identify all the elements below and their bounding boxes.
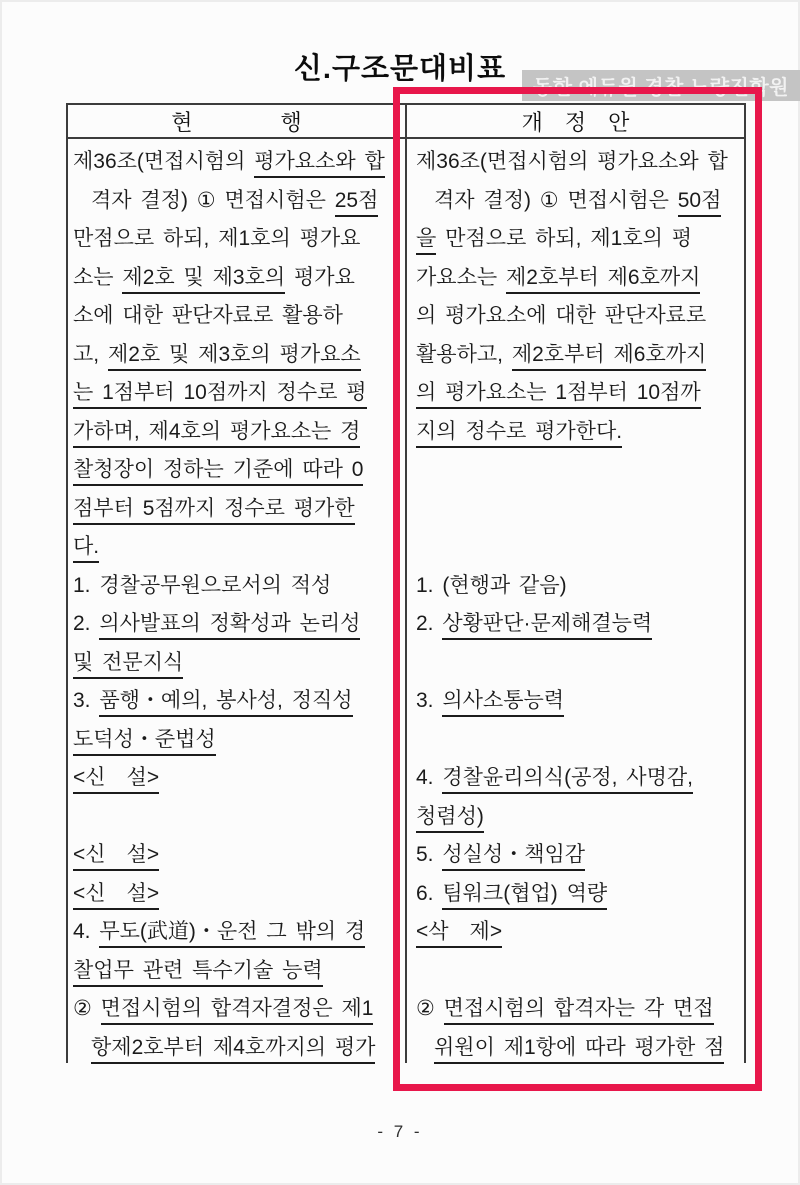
table-row-line <box>407 682 744 721</box>
underlined-text-segment: 의 평가요소는 1점부터 10점까 <box>416 381 701 409</box>
table-row-line <box>407 605 744 644</box>
text-segment: 제36조(면접시험의 <box>73 150 255 173</box>
table-row-line <box>68 875 405 914</box>
table-row-line <box>68 682 405 721</box>
underlined-text-segment: 성실성・책임감 <box>442 843 585 871</box>
table-row-line <box>68 567 405 606</box>
table-border-right <box>744 103 746 1063</box>
underlined-text-segment: 제2호 및 제3호의 <box>122 266 285 294</box>
text-segment: 만점으로 하되, 제1호의 평가요 <box>73 227 361 250</box>
current-column-body <box>68 140 405 1067</box>
text-segment: 격자 결정) ① 면접시험은 <box>91 188 335 212</box>
revised-column-body <box>407 140 744 1067</box>
table-row-line <box>68 605 405 644</box>
table-row-line <box>68 952 405 991</box>
text-segment: 5. <box>416 843 443 866</box>
underlined-text-segment: 면접시험의 합격자결정은 제1 <box>101 997 374 1025</box>
table-row-line <box>68 451 405 490</box>
underlined-text-segment: 점부터 5점까지 정수로 평가한 <box>73 497 355 525</box>
underlined-text-segment: <신 설> <box>73 843 159 871</box>
text-segment: 격자 결정) ① 면접시험은 <box>434 188 678 212</box>
underlined-text-segment: 가하며, 제4호의 평가요소는 경 <box>73 420 360 448</box>
table-row-line <box>68 259 405 298</box>
text-segment: ② <box>416 997 444 1020</box>
underlined-text-segment: 도덕성・준법성 <box>73 728 216 756</box>
table-row-line <box>68 220 405 259</box>
text-segment: 3. <box>416 689 443 712</box>
underlined-text-segment: 찰청장이 정하는 기준에 따라 0 <box>73 458 363 486</box>
table-row-line <box>407 567 744 606</box>
underlined-text-segment: 위원이 제1항에 따라 평가한 점 <box>434 1036 724 1064</box>
table-row-line <box>407 297 744 336</box>
underlined-text-segment: 는 1점부터 10점까지 정수로 평 <box>73 381 367 409</box>
text-segment: 3. <box>73 689 100 712</box>
table-row-line <box>407 528 744 567</box>
text-segment: 소에 대한 판단자료로 활용하 <box>73 304 343 327</box>
text-segment: 2. <box>416 612 443 635</box>
underlined-text-segment: <신 설> <box>73 882 159 910</box>
table-row-line <box>68 644 405 683</box>
table-row-line <box>407 990 744 1029</box>
table-row-line <box>68 374 405 413</box>
table-row-line <box>68 990 405 1029</box>
column-header-revised: 개 정 안 <box>521 109 630 135</box>
text-segment: 4. <box>73 920 100 943</box>
underlined-text-segment: 제2호부터 제6호까지 <box>512 343 706 371</box>
underlined-text-segment: 의사소통능력 <box>442 689 564 717</box>
text-segment: 6. <box>416 881 443 905</box>
table-row-line <box>407 413 744 452</box>
table-row-line <box>68 490 405 529</box>
table-row-line <box>68 182 405 221</box>
text-segment: 활용하고, <box>416 342 512 366</box>
underlined-text-segment: 품행・예의, 봉사성, 정직성 <box>99 689 352 717</box>
table-row-line <box>407 490 744 529</box>
text-segment: 1. 경찰공무원으로서의 적성 <box>73 573 332 597</box>
text-segment: 제36조(면접시험의 평가요소와 합 <box>416 150 728 173</box>
table-row-line <box>68 759 405 798</box>
underlined-text-segment: 찰업무 관련 특수기술 능력 <box>73 959 323 987</box>
text-segment: 고, <box>73 342 108 366</box>
underlined-text-segment: 경찰윤리의식(공정, 사명감, <box>442 766 693 794</box>
table-row-line <box>68 336 405 375</box>
page-number: - 7 - <box>377 1122 423 1141</box>
table-row-line <box>68 798 405 837</box>
table-row-line <box>407 1029 744 1068</box>
table-row-line <box>68 143 405 182</box>
underlined-text-segment: 면접시험의 합격자는 각 면접 <box>444 997 714 1025</box>
text-segment: 만점으로 하되, 제1호의 평 <box>436 227 693 250</box>
table-row-line <box>68 913 405 952</box>
underlined-text-segment: 25점 <box>335 189 379 217</box>
text-segment: 가요소는 <box>416 265 506 289</box>
table-row-line <box>68 528 405 567</box>
underlined-text-segment: 제2호부터 제6호까지 <box>506 266 700 294</box>
table-row-line <box>407 644 744 683</box>
table-row-line <box>407 913 744 952</box>
text-segment: 2. <box>73 612 100 635</box>
underlined-text-segment: <삭 제> <box>416 920 502 948</box>
table-row-line <box>68 721 405 760</box>
text-segment: 4. <box>416 766 443 789</box>
underlined-text-segment: 제2호 및 제3호의 평가요소 <box>108 343 361 371</box>
table-row-line <box>407 952 744 991</box>
table-row-line <box>407 182 744 221</box>
table-row-line <box>407 143 744 182</box>
underlined-text-segment: 상황판단·문제해결능력 <box>442 612 652 640</box>
table-row-line <box>407 374 744 413</box>
table-row-line <box>407 220 744 259</box>
underlined-text-segment: 평가요소와 합 <box>254 150 385 178</box>
underlined-text-segment: 의사발표의 정확성과 논리성 <box>99 612 360 640</box>
underlined-text-segment: 무도(武道)・운전 그 밖의 경 <box>99 920 365 948</box>
table-row-line <box>407 451 744 490</box>
underlined-text-segment: 을 <box>416 227 436 255</box>
underlined-text-segment: 다. <box>73 535 99 563</box>
table-row-line <box>407 721 744 760</box>
text-segment: 소는 <box>73 265 123 289</box>
text-segment: 1. (현행과 같음) <box>416 573 567 597</box>
table-row-line <box>407 259 744 298</box>
underlined-text-segment: 항제2호부터 제4호까지의 평가 <box>91 1036 375 1064</box>
table-row-line <box>407 875 744 914</box>
table-row-line <box>407 798 744 837</box>
page-title: 신.구조문대비표 <box>293 53 507 85</box>
underlined-text-segment: <신 설> <box>73 766 159 794</box>
text-segment: 평가요 <box>285 265 355 289</box>
table-row-line <box>407 759 744 798</box>
text-segment: ② <box>73 997 101 1020</box>
underlined-text-segment: 팀워크(협업) 역량 <box>442 882 607 910</box>
table-row-line <box>407 336 744 375</box>
table-row-line <box>68 1029 405 1068</box>
table-row-line <box>407 836 744 875</box>
table-row-line <box>68 413 405 452</box>
text-segment: 의 평가요소에 대한 판단자료로 <box>416 304 707 327</box>
underlined-text-segment: 및 전문지식 <box>73 651 183 679</box>
underlined-text-segment: 청렴성) <box>416 805 484 833</box>
table-row-line <box>68 297 405 336</box>
table-row-line <box>68 836 405 875</box>
column-header-current: 현 행 <box>171 109 302 135</box>
underlined-text-segment: 지의 정수로 평가한다. <box>416 420 622 448</box>
underlined-text-segment: 50점 <box>678 189 722 217</box>
watermark-badge: 동한 에듀윌 경찰 노량진학원 <box>522 70 800 101</box>
